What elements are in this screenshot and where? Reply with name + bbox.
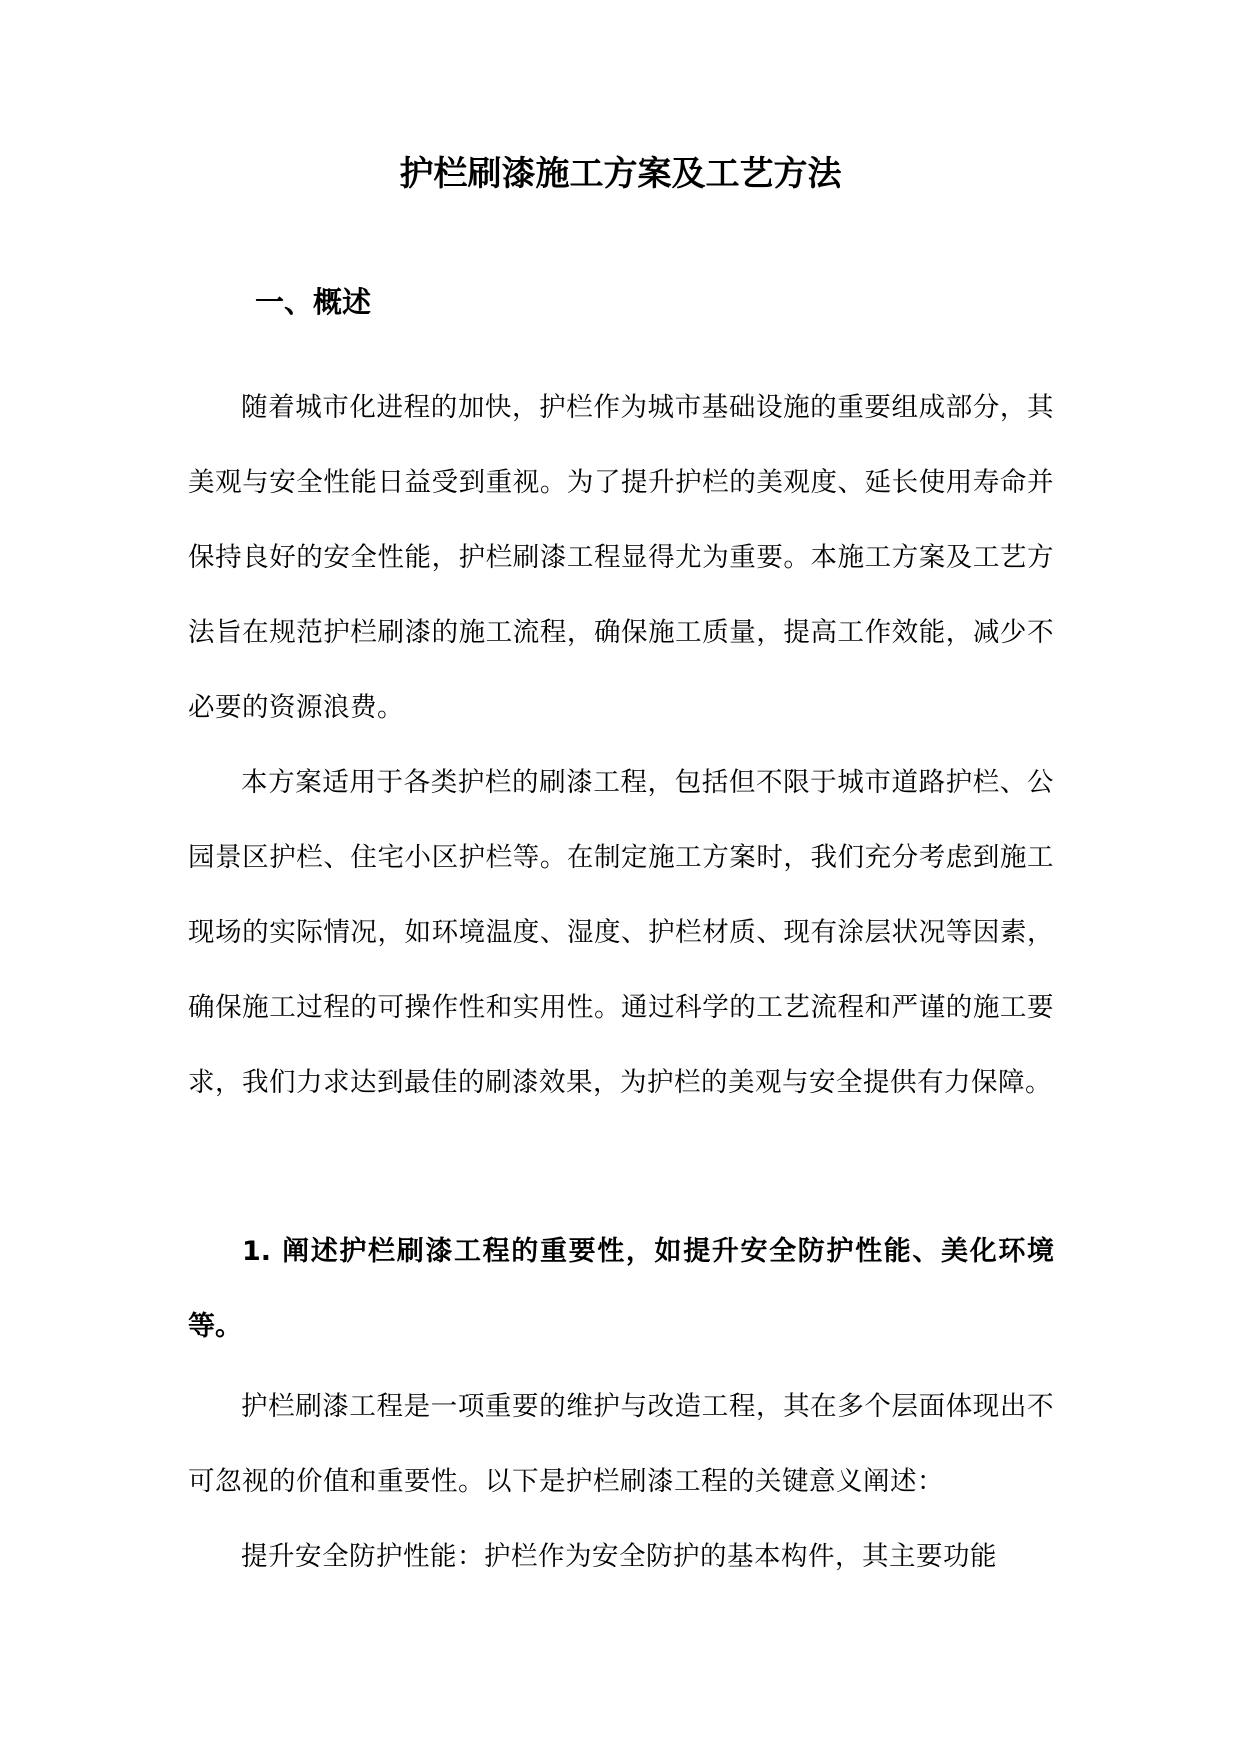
paragraph-1: 随着城市化进程的加快，护栏作为城市基础设施的重要组成部分，其美观与安全性能日益受到重视。为了提升护栏的美观度、延长使用寿命并保持良好的安全性能，护栏刷漆工程显得尤为重要。本施工方案及工艺方法旨在规范护栏刷漆的施工流程，确保施工质量，提高工作效能，减少不必要的资源浪费。 xyxy=(188,392,1054,723)
section-heading-overview: 一、概述 xyxy=(255,285,372,319)
document-title: 护栏刷漆施工方案及工艺方法 xyxy=(399,154,842,194)
paragraph-4: 提升安全防护性能：护栏作为安全防护的基本构件，其主要功能 xyxy=(241,1541,997,1572)
paragraph-2: 本方案适用于各类护栏的刷漆工程，包括但不限于城市道路护栏、公园景区护栏、住宅小区护栏等。在制定施工方案时，我们充分考虑到施工现场的实际情况，如环境温度、湿度、护栏材质、现有涂层状况等因素，确保施工过程的可操作性和实用性。通过科学的工艺流程和严谨的施工要求，我们力求达到最佳的刷漆效果，为护栏的美观与安全提供有力保障。 xyxy=(188,767,1054,1098)
subheading-1: 1. 阐述护栏刷漆工程的重要性，如提升安全防护性能、美化环境等。 xyxy=(188,1236,1054,1342)
paragraph-3: 护栏刷漆工程是一项重要的维护与改造工程，其在多个层面体现出不可忽视的价值和重要性。以下是护栏刷漆工程的关键意义阐述： xyxy=(188,1391,1054,1497)
